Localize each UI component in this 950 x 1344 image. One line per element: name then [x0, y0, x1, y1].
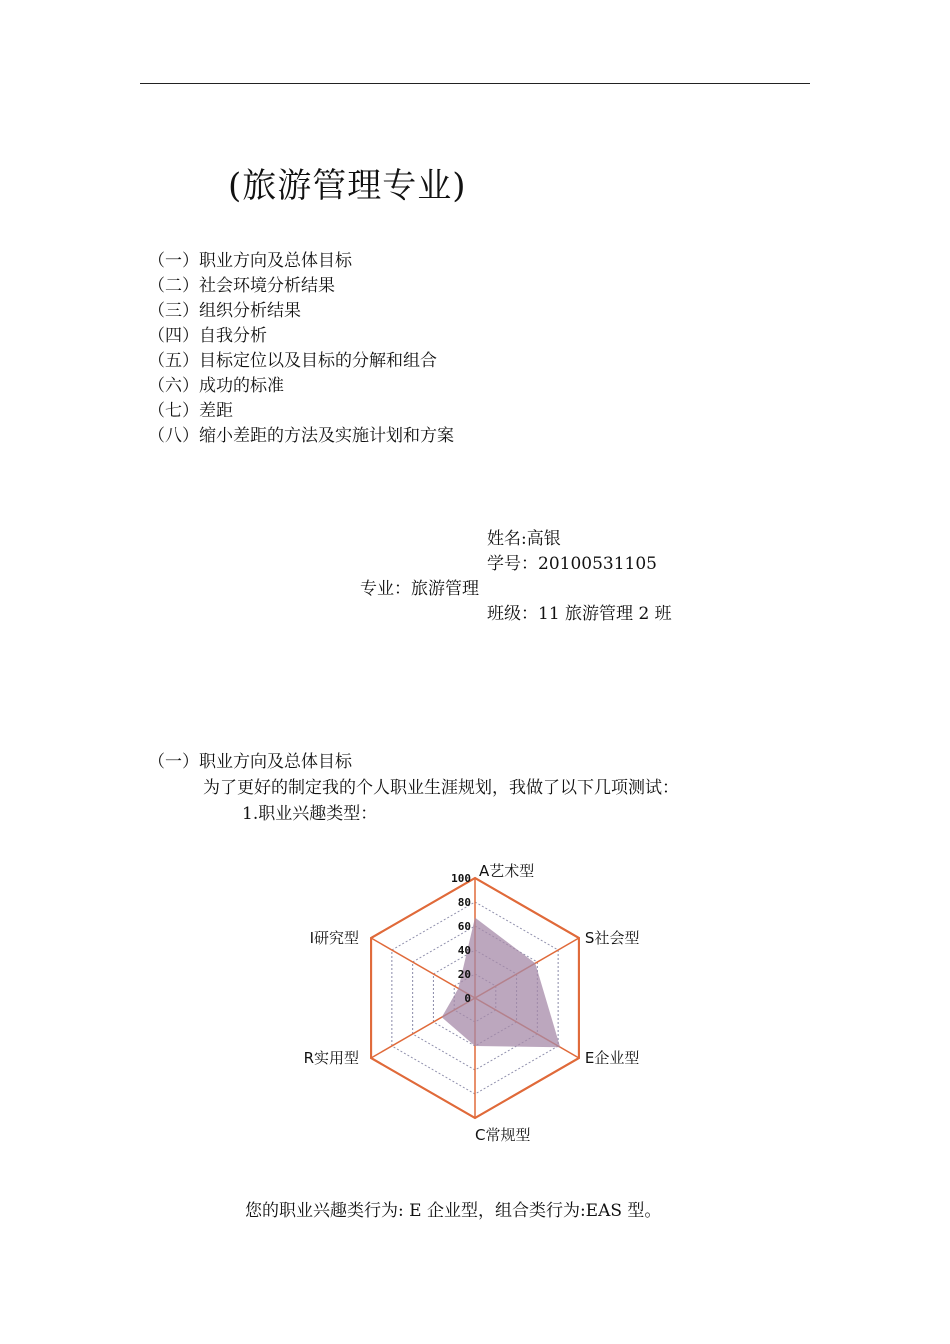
radar-category-label: E企业型	[584, 1049, 640, 1067]
radar-tick-label: 40	[457, 944, 471, 957]
student-class: 班级：11 旅游管理 2 班	[487, 604, 672, 624]
toc-item: （七）差距	[148, 401, 233, 421]
student-name: 姓名:高银	[487, 529, 561, 549]
radar-category-label: R实用型	[303, 1049, 360, 1067]
toc-item: （一）职业方向及总体目标	[148, 251, 352, 271]
toc-item: （三）组织分析结果	[148, 301, 301, 321]
radar-tick-label: 100	[451, 872, 471, 885]
series-area	[442, 918, 560, 1048]
radar-tick-label: 60	[457, 920, 471, 933]
student-id: 学号：20100531105	[487, 554, 657, 574]
toc-item: （四）自我分析	[148, 326, 267, 346]
toc-item: （六）成功的标准	[148, 376, 284, 396]
radar-tick-label: 80	[457, 896, 471, 909]
radar-category-label: A艺术型	[479, 862, 535, 880]
toc-item: （五）目标定位以及目标的分解和组合	[148, 351, 437, 371]
radar-tick-label: 0	[464, 992, 471, 1005]
radar-category-label: C常规型	[475, 1126, 531, 1144]
toc-item: （八）缩小差距的方法及实施计划和方案	[148, 426, 454, 446]
radar-category-label: S社会型	[584, 929, 640, 947]
section-intro: 为了更好的制定我的个人职业生涯规划，我做了以下几项测试：	[203, 778, 679, 798]
page-title: (旅游管理专业)	[228, 166, 467, 206]
header-rule	[140, 83, 810, 84]
table-of-contents	[148, 249, 454, 449]
result-text: 您的职业兴趣类行为: E 企业型，组合类行为:EAS 型。	[245, 1201, 662, 1221]
toc-item: （二）社会环境分析结果	[148, 276, 335, 296]
section-heading: （一）职业方向及总体目标	[148, 752, 352, 772]
interest-radar-chart	[270, 850, 690, 1150]
section-subheading: 1.职业兴趣类型：	[242, 804, 378, 824]
radar-tick-label: 20	[457, 968, 471, 981]
student-major: 专业：旅游管理	[360, 579, 479, 599]
radar-category-label: I研究型	[309, 929, 360, 947]
